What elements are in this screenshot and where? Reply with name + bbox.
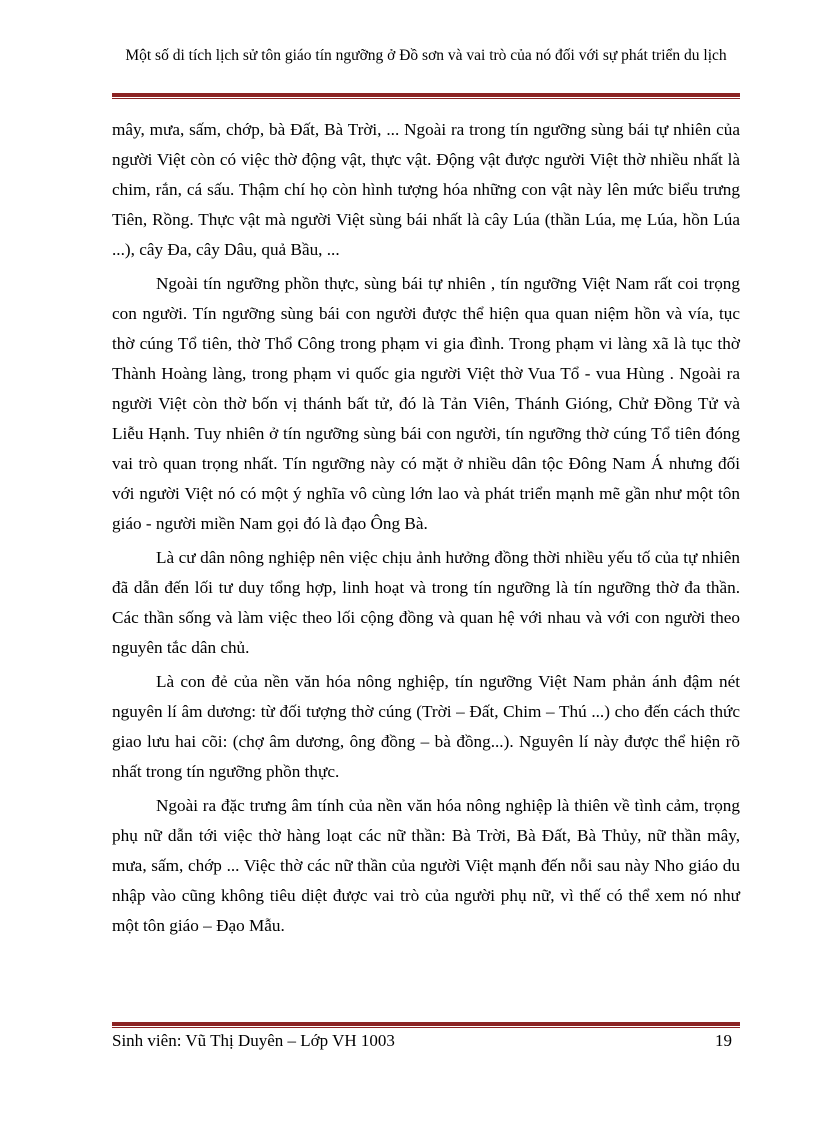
footer-divider — [112, 1022, 740, 1028]
paragraph: Ngoài ra đặc trưng âm tính của nền văn hóa nông nghiệp là thiên về tình cảm, trọng phụ nữ dẫn tới việc thờ hàng loạt các nữ thần: Bà Trời, Bà Đất, Bà Thủy, nữ thần mây, mưa, sấm, chớp ... Việc thờ các nữ thần của người Việt mạnh đến nỗi sau này Nho giáo du nhập vào cũng không tiêu diệt được vai trò của người phụ nữ, vì thế có thể xem nó như một tôn giáo – Đạo Mẫu. — [112, 796, 740, 935]
footer-student-info: Sinh viên: Vũ Thị Duyên – Lớp VH 1003 — [112, 1031, 395, 1050]
header-divider — [112, 93, 740, 99]
header-title: Một số di tích lịch sử tôn giáo tín ngưỡng ở Đồ sơn và vai trò của nó đối với sự phát triển du lịch — [125, 47, 727, 64]
paragraph: Là con đẻ của nền văn hóa nông nghiệp, tín ngưỡng Việt Nam phản ánh đậm nét nguyên lí âm dương: từ đối tượng thờ cúng (Trời – Đất, Chim – Thú ...) cho đến cách thức giao lưu hai cõi: (chợ âm dương, ông đồng – bà đồng...). Nguyên lí này được thể hiện rõ nhất trong tín ngưỡng phồn thực. — [112, 672, 740, 781]
paragraph: Ngoài tín ngưỡng phồn thực, sùng bái tự nhiên , tín ngưỡng Việt Nam rất coi trọng con người. Tín ngưỡng sùng bái con người được thể hiện qua quan niệm hồn và vía, tục thờ cúng Tổ tiên, thờ Thổ Công trong phạm vi gia đình. Trong phạm vi làng xã là tục thờ Thành Hoàng làng, trong phạm vi quốc gia người Việt thờ Vua Tổ - vua Hùng . Ngoài ra người Việt còn thờ bốn vị thánh bất tử, đó là Tản Viên, Thánh Gióng, Chử Đồng Tử và Liễu Hạnh. Tuy nhiên ở tín ngưỡng sùng bái con người, tín ngưỡng thờ cúng Tổ tiên đóng vai trò quan trọng nhất. Tín ngưỡng này có mặt ở nhiều dân tộc Đông Nam Á nhưng đối với người Việt nó có một ý nghĩa vô cùng lớn lao và phát triển mạnh mẽ gần như một tôn giáo - người miền Nam gọi đó là đạo Ông Bà. — [112, 274, 740, 533]
paragraph: Là cư dân nông nghiệp nên việc chịu ảnh hưởng đồng thời nhiều yếu tố của tự nhiên đã dẫn đến lối tư duy tổng hợp, linh hoạt và trong tín ngưỡng là tín ngưỡng thờ đa thần. Các thần sống và làm việc theo lối cộng đồng và quan hệ với nhau và với con người theo nguyên tắc dân chủ. — [112, 548, 740, 657]
page-header — [112, 46, 740, 66]
paragraph: mây, mưa, sấm, chớp, bà Đất, Bà Trời, ... Ngoài ra trong tín ngưỡng sùng bái tự nhiên của người Việt còn có việc thờ động vật, thực vật. Động vật được người Việt thờ nhiều nhất là chim, rắn, cá sấu. Thậm chí họ còn hình tượng hóa những con vật này lên mức biểu trưng Tiên, Rồng. Thực vật mà người Việt sùng bái nhất là cây Lúa (thần Lúa, mẹ Lúa, hồn Lúa ...), cây Đa, cây Dâu, quả Bầu, ... — [112, 120, 740, 259]
page-number: 19 — [715, 1031, 732, 1050]
document-body — [112, 115, 740, 945]
